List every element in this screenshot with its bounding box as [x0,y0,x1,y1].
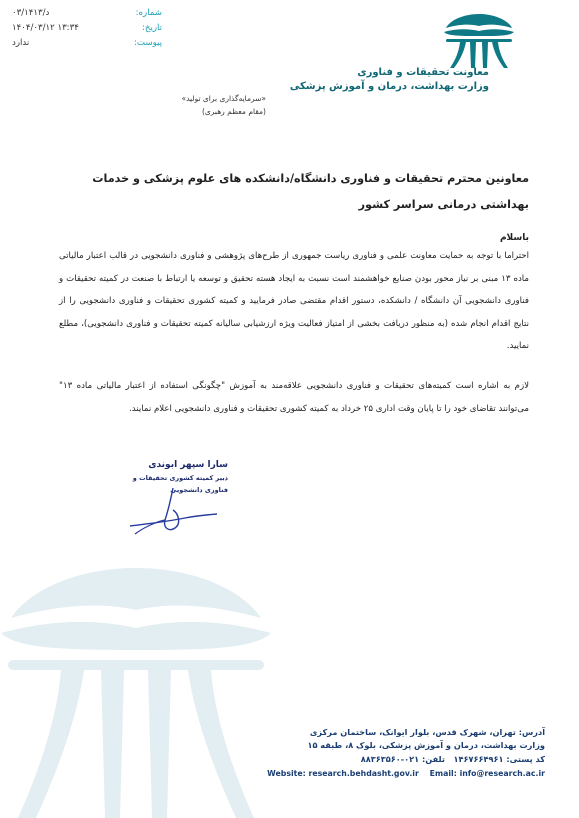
letter-paragraph-2: لازم به اشاره است کمیته‌های تحقیقات و فناوری دانشجویی علاقه‌مند به آموزش "چگونگی استفاده از اعتبار مالیاتی ماده ۱۳" می‌توانند تقاضای خود را تا پایان وقت اداری ۲۵ خرداد به کمیته کشوری تحقیقات و فناوری دانشجویی اعلام نمایند. [59,381,529,414]
letter-date: ۱۴۰۴/۰۳/۱۲ ۱۳:۳۴ [12,23,79,33]
email-link[interactable]: info@research.ac.ir [459,769,545,778]
letter-paragraph-1: احتراما با توجه به حمایت معاونت علمی و فناوری ریاست جمهوری از طرح‌های پژوهشی و فناوری دانشجویی در قالب اعتبار مالیاتی ماده ۱۳ مبنی بر نیاز محور بودن صنایع خواهشمند است نسبت به ایجاد هسته تحقیق و توسعه یا ارتباط با صنعت در کمیته تحقیقات و فناوری دانشجویی آن دانشگاه / دانشکده، دستور اقدام مقتضی صادر فرمایید و کمیته کشوری تحقیقات و فناوری دانشجویی را از نتایج اقدام انجام شده (به منظور دریافت بخشی از امتیاز فعالیت ویژه ارزشیابی سالیانه کمیته تحقیقات و فناوری دانشجویی)، مطلع نمایید. [59,251,529,352]
org-deputy-name: معاونت تحقیقات و فناوری [357,67,489,78]
ministry-tree-logo-icon [440,12,518,70]
letter-number: ۰۳/۱۴۱۳/د [12,8,50,18]
watermark-logo-icon [0,548,296,818]
letter-attachment-label: پیوست: [134,38,162,48]
website-link[interactable]: research.behdasht.gov.ir [308,769,419,778]
postal-code: ۱۴۶۷۶۶۴۹۶۱ [453,753,504,764]
address-text-2: وزارت بهداشت، درمان و آموزش پزشکی، بلوک ۸، طبقه ۱۵ [307,740,545,751]
address-text-1: تهران، شهرک قدس، بلوار ایوانک، ساختمان مرکزی [309,727,516,737]
letter-recipient: معاونین محترم تحقیقات و فناوری دانشگاه/دانشکده های علوم پزشکی و خدمات بهداشتی درمانی سراسر کشور [92,172,529,211]
slogan [66,92,266,118]
meta-number-row [12,6,162,21]
letter-number-label: شماره: [135,8,162,18]
handwritten-signature-icon [125,478,225,538]
footer-web-contact [265,769,545,778]
letter-attachment: ندارد [12,38,30,48]
email-label: Email: [429,769,457,778]
org-title [269,66,489,94]
letter-date-label: تاریخ: [142,23,162,33]
meta-attachment-row [12,36,162,51]
postal-label: کد پستی: [506,753,545,764]
address-label: آدرس: [518,727,545,737]
letter-greeting: باسلام [499,233,529,243]
website-label: Website: [267,769,306,778]
signatory-title: دبیر کمیته کشوری تحقیقات و فناوری دانشجویی [132,474,228,494]
slogan-source: (مقام معظم رهبری) [202,107,266,116]
phone-label: تلفن: [421,753,445,764]
meta-date-row [12,21,162,36]
signatory-name: سارا سپهر ابوندی [148,460,228,470]
contact-line [275,753,545,766]
letter-meta [12,6,162,51]
org-ministry-name: وزارت بهداشت، درمان و آموزش پزشکی [289,81,489,92]
slogan-text: «سرمایه‌گذاری برای تولید» [181,94,266,103]
footer-address [275,726,545,766]
address-line-1 [275,726,545,739]
phone-number: ۰۲۱-۸۸۳۶۳۵۶۰ [360,753,420,764]
